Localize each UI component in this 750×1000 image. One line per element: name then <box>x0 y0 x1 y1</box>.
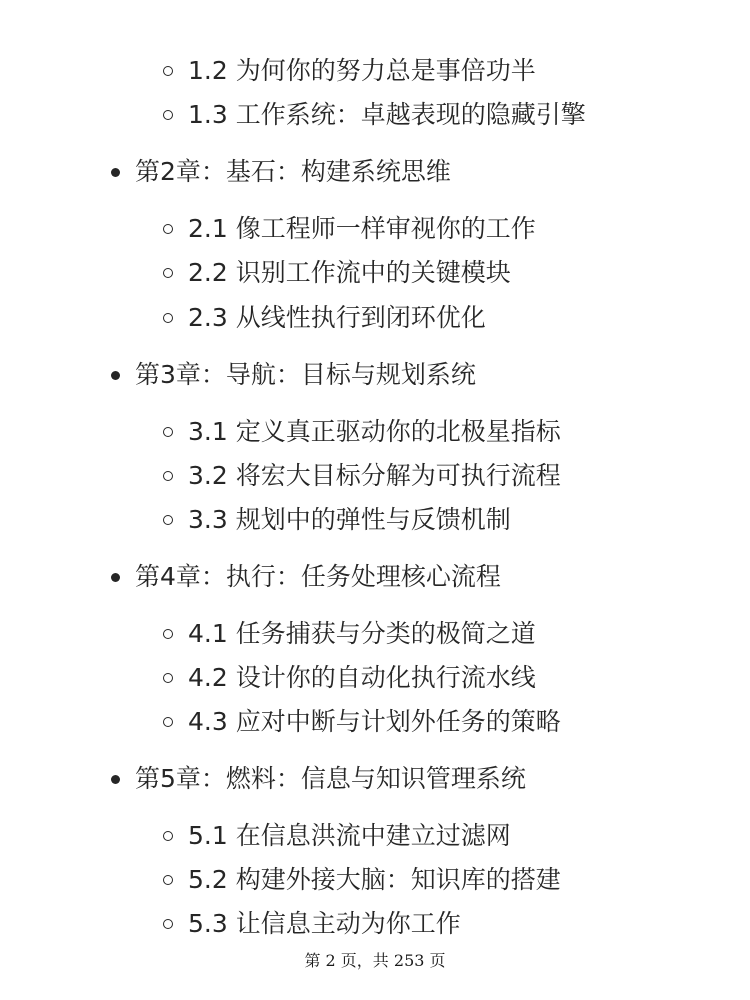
circle-bullet-icon <box>163 919 173 929</box>
toc-chapter-5[interactable] <box>135 759 526 799</box>
circle-bullet-icon <box>163 629 173 639</box>
toc-section-1-3[interactable] <box>188 95 586 135</box>
circle-bullet-icon <box>163 268 173 278</box>
toc-section-label: 3.2 将宏大目标分解为可执行流程 <box>188 461 561 490</box>
toc-section-2-1[interactable] <box>188 209 536 249</box>
toc-section-label: 2.1 像工程师一样审视你的工作 <box>188 214 536 243</box>
toc-section-label: 3.3 规划中的弹性与反馈机制 <box>188 505 511 534</box>
toc-section-label: 5.2 构建外接大脑：知识库的搭建 <box>188 865 561 894</box>
toc-section-label: 4.3 应对中断与计划外任务的策略 <box>188 707 561 736</box>
toc-section-label: 5.3 让信息主动为你工作 <box>188 909 461 938</box>
disc-bullet-icon <box>111 168 120 177</box>
toc-section-3-2[interactable] <box>188 456 561 496</box>
circle-bullet-icon <box>163 673 173 683</box>
toc-section-label: 4.1 任务捕获与分类的极简之道 <box>188 619 536 648</box>
circle-bullet-icon <box>163 515 173 525</box>
toc-section-label: 1.3 工作系统：卓越表现的隐藏引擎 <box>188 100 586 129</box>
circle-bullet-icon <box>163 66 173 76</box>
toc-chapter-label: 第4章：执行：任务处理核心流程 <box>135 562 501 591</box>
toc-section-2-2[interactable] <box>188 253 511 293</box>
toc-chapter-label: 第2章：基石：构建系统思维 <box>135 157 451 186</box>
toc-section-3-3[interactable] <box>188 500 511 540</box>
circle-bullet-icon <box>163 110 173 120</box>
toc-section-label: 2.2 识别工作流中的关键模块 <box>188 258 511 287</box>
circle-bullet-icon <box>163 717 173 727</box>
toc-chapter-3[interactable] <box>135 355 476 395</box>
toc-section-2-3[interactable] <box>188 298 486 338</box>
circle-bullet-icon <box>163 875 173 885</box>
disc-bullet-icon <box>111 573 120 582</box>
toc-section-label: 2.3 从线性执行到闭环优化 <box>188 303 486 332</box>
circle-bullet-icon <box>163 471 173 481</box>
toc-section-label: 4.2 设计你的自动化执行流水线 <box>188 663 536 692</box>
toc-chapter-4[interactable] <box>135 557 501 597</box>
circle-bullet-icon <box>163 427 173 437</box>
disc-bullet-icon <box>111 371 120 380</box>
toc-section-label: 5.1 在信息洪流中建立过滤网 <box>188 821 511 850</box>
toc-section-1-2[interactable] <box>188 51 536 91</box>
toc-section-label: 3.1 定义真正驱动你的北极星指标 <box>188 417 561 446</box>
toc-chapter-label: 第3章：导航：目标与规划系统 <box>135 360 476 389</box>
circle-bullet-icon <box>163 831 173 841</box>
toc-section-5-1[interactable] <box>188 816 511 856</box>
toc-section-5-3[interactable] <box>188 904 461 944</box>
toc-chapter-2[interactable] <box>135 152 451 192</box>
toc-chapter-label: 第5章：燃料：信息与知识管理系统 <box>135 764 526 793</box>
toc-section-4-2[interactable] <box>188 658 536 698</box>
circle-bullet-icon <box>163 313 173 323</box>
circle-bullet-icon <box>163 224 173 234</box>
toc-section-label: 1.2 为何你的努力总是事倍功半 <box>188 56 536 85</box>
toc-section-4-1[interactable] <box>188 614 536 654</box>
toc-section-5-2[interactable] <box>188 860 561 900</box>
page-number-footer: 第 2 页，共 253 页 <box>304 951 446 970</box>
disc-bullet-icon <box>111 775 120 784</box>
toc-section-4-3[interactable] <box>188 702 561 742</box>
toc-section-3-1[interactable] <box>188 412 561 452</box>
